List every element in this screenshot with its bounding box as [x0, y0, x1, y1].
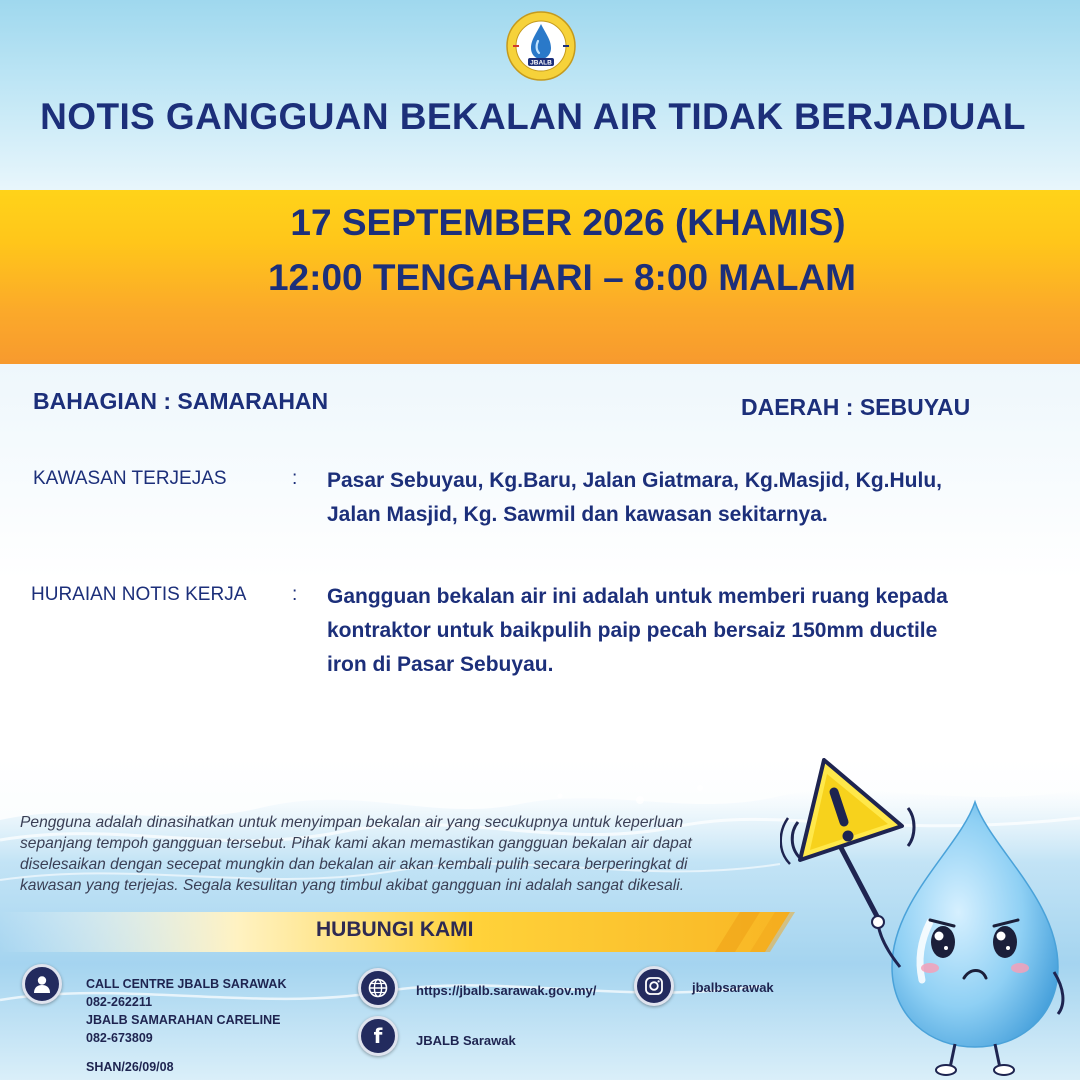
facebook-link[interactable]: JBALB Sarawak	[416, 1033, 516, 1048]
work-line: iron di Pasar Sebuyau.	[327, 653, 554, 676]
affected-areas-text	[327, 464, 1047, 532]
phone-contacts	[86, 975, 286, 1047]
affected-line: Jalan Masjid, Kg. Sawmil dan kawasan sekitarnya.	[327, 503, 828, 526]
advisory-line: Pengguna adalah dinasihatkan untuk menyimpan bekalan air yang secukupnya untuk keperluan	[20, 814, 684, 831]
work-description-colon: :	[292, 584, 298, 605]
work-line: Gangguan bekalan air ini adalah untuk memberi ruang kepada	[327, 585, 948, 608]
work-description-label: HURAIAN NOTIS KERJA	[31, 584, 247, 605]
affected-areas-colon: :	[292, 468, 298, 489]
water-drop-mascot	[780, 752, 1080, 1080]
schedule-time: 12:00 TENGAHARI – 8:00 MALAM	[267, 257, 856, 298]
division-label: BAHAGIAN : SAMARAHAN	[33, 388, 329, 414]
advisory-text	[20, 812, 780, 896]
advisory-line: sepanjang tempoh gangguan tersebut. Pihak kami akan memastikan gangguan bekalan air dapat	[20, 835, 692, 852]
reference-code: SHAN/26/09/08	[86, 1060, 174, 1074]
jbalb-logo	[505, 10, 577, 82]
website-link[interactable]: https://jbalb.sarawak.gov.my/	[416, 983, 597, 998]
phone-line: CALL CENTRE JBALB SARAWAK	[86, 977, 287, 991]
person-icon	[22, 964, 62, 1004]
phone-line: JBALB SAMARAHAN CARELINE	[86, 1013, 281, 1027]
work-description-text	[327, 580, 1047, 682]
schedule-date: 17 SEPTEMBER 2026 (KHAMIS)	[290, 202, 846, 243]
advisory-line: kawasan yang terjejas. Segala kesulitan yang timbul akibat gangguan ini adalah sangat dikesali.	[20, 877, 685, 894]
phone-line[interactable]: 082-262211	[86, 995, 153, 1009]
instagram-icon[interactable]	[634, 966, 674, 1006]
affected-areas-label: KAWASAN TERJEJAS	[33, 468, 227, 489]
warning-sign-icon	[800, 760, 902, 860]
contact-heading: HUBUNGI KAMI	[316, 918, 474, 941]
svg-text:JBALB: JBALB	[530, 59, 552, 67]
phone-line[interactable]: 082-673809	[86, 1031, 153, 1045]
work-line: kontraktor untuk baikpulih paip pecah bersaiz 150mm ductile	[327, 619, 938, 642]
globe-icon[interactable]	[358, 968, 398, 1008]
affected-line: Pasar Sebuyau, Kg.Baru, Jalan Giatmara, Kg.Masjid, Kg.Hulu,	[327, 469, 942, 492]
facebook-icon[interactable]: f	[358, 1016, 398, 1056]
district-label: DAERAH : SEBUYAU	[741, 394, 971, 420]
notice-title: NOTIS GANGGUAN BEKALAN AIR TIDAK BERJADUAL	[40, 96, 1026, 137]
instagram-link[interactable]: jbalbsarawak	[692, 980, 774, 995]
advisory-line: diselesaikan dengan secepat mungkin dan bekalan air akan kembali pulih secara berperingkat di	[20, 856, 688, 873]
